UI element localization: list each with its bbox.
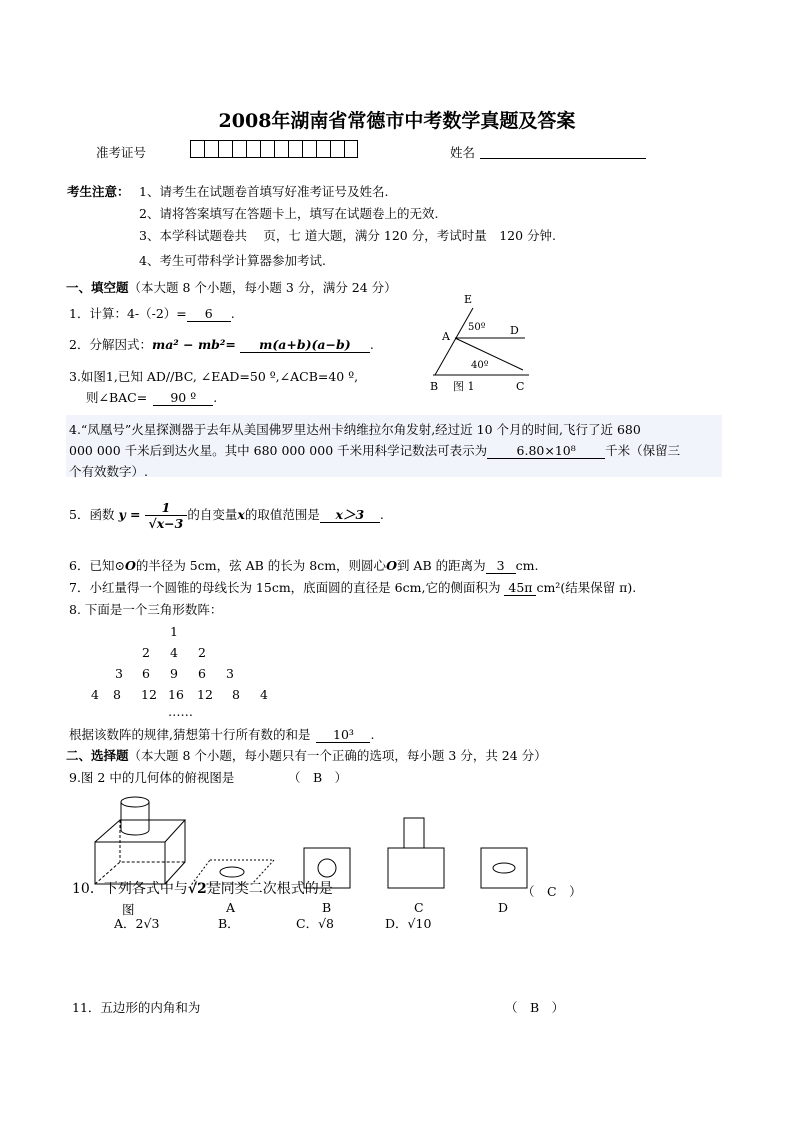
option-c-top-rect xyxy=(404,818,424,848)
q4-part3: 千米（保留三 xyxy=(605,443,681,458)
q6-answer: 3 xyxy=(486,559,516,574)
notice-label: 考生注意： xyxy=(67,184,130,199)
q6-text: 6．已知⊙ xyxy=(69,558,125,573)
notice-item: 4、考生可带科学计算器参加考试. xyxy=(139,253,326,268)
q9-label-b: B xyxy=(322,900,332,915)
q3-line2: 则∠BAC= xyxy=(86,390,148,405)
question-1 xyxy=(69,304,235,322)
question-3-answer-line xyxy=(86,388,217,406)
q10-text: 10．下列各式中与 xyxy=(72,881,188,897)
q1-answer: 6 xyxy=(187,307,231,322)
q9-label-a: A xyxy=(226,900,236,915)
q3-answer: 90 º xyxy=(153,391,213,406)
q7-answer: 45π xyxy=(504,581,536,596)
section-2-heading xyxy=(66,746,547,764)
q9-text: 9.图 2 中的几何体的俯视图是 xyxy=(69,770,235,785)
q4-answer: 6.80×10⁸ xyxy=(487,444,605,459)
q2-expr: ma² − mb²= xyxy=(151,337,236,352)
q6-mid2: 到 AB 的距离为 xyxy=(396,558,486,573)
exam-id-box[interactable] xyxy=(232,140,246,158)
q6-end: cm. xyxy=(515,558,539,573)
exam-id-box[interactable] xyxy=(218,140,232,158)
question-10 xyxy=(72,878,333,898)
section-2-desc: （本大题 8 个小题，每小题只有一个正确的选项，每小题 3 分，共 24 分） xyxy=(128,748,547,763)
q6-o2: O xyxy=(386,558,397,573)
exam-id-box[interactable] xyxy=(204,140,218,158)
q10-option-b: B． xyxy=(218,916,240,931)
triangle-cell: 6 xyxy=(198,666,206,681)
page-title: 2008年湖南省常德市中考数学真题及答案 xyxy=(218,110,576,132)
label-C: C xyxy=(516,380,525,393)
triangle-cell: 4 xyxy=(260,687,268,702)
q2-answer: m(a+b)(a−b) xyxy=(240,338,370,353)
triangle-cell: 3 xyxy=(115,666,123,681)
q10-option-c: C．√8 xyxy=(296,916,334,931)
line-AC xyxy=(455,338,523,370)
exam-id-box[interactable] xyxy=(344,140,358,158)
q1-end: . xyxy=(230,306,235,321)
line-EB xyxy=(435,308,473,375)
cylinder-bottom xyxy=(121,830,149,835)
q5-fraction xyxy=(145,500,188,531)
label-E: E xyxy=(464,293,473,306)
angle-50: 50º xyxy=(468,322,486,333)
option-a-ellipse xyxy=(220,867,244,877)
q10-option-d: D．√10 xyxy=(385,916,432,931)
triangle-cell: 2 xyxy=(142,645,150,660)
section-1-desc: （本大题 8 个小题，每小题 3 分，满分 24 分） xyxy=(128,280,397,295)
exam-id-box[interactable] xyxy=(330,140,344,158)
option-d-square xyxy=(481,848,527,888)
triangle-cell: 8 xyxy=(232,687,240,702)
triangle-cell: 2 xyxy=(198,645,206,660)
figure-1-caption: 图 1 xyxy=(453,380,475,393)
q4-part2: 000 000 千米后到达火星。其中 680 000 000 千米用科学记数法可表示为 xyxy=(69,443,488,458)
label-B: B xyxy=(430,380,439,393)
triangle-cell: 12 xyxy=(197,687,213,702)
q6-mid: 的半径为 5cm，弦 AB 的长为 8cm，则圆心 xyxy=(135,558,387,573)
q5-answer: x＞3 xyxy=(320,508,380,523)
q5-end: . xyxy=(379,507,384,522)
q10-text2: 是同类二次根式的是 xyxy=(206,881,333,897)
triangle-cell: 16 xyxy=(168,687,184,702)
q8-text: 8. 下面是一个三角形数阵： xyxy=(69,602,223,617)
q9-label-d: D xyxy=(498,900,509,915)
option-b-circle xyxy=(318,859,336,877)
exam-id-label: 准考证号 xyxy=(96,145,147,160)
option-d-ellipse xyxy=(493,863,515,873)
notice-item: 2、请将答案填写在答题卡上，填写在试题卷上的无效. xyxy=(139,206,439,221)
question-7 xyxy=(69,578,636,596)
option-c-base-rect xyxy=(388,848,444,888)
exam-id-box[interactable] xyxy=(316,140,330,158)
q9-label-c: C xyxy=(414,900,424,915)
q1-text: 1．计算：4-（-2）= xyxy=(69,306,187,321)
name-field[interactable] xyxy=(480,158,646,159)
triangle-cell: 12 xyxy=(141,687,157,702)
q10-radical: √2 xyxy=(187,881,207,897)
question-2 xyxy=(69,335,374,353)
q7-end: cm²(结果保留 π). xyxy=(536,580,637,595)
exam-id-boxes[interactable] xyxy=(190,140,358,162)
question-4-line2 xyxy=(69,441,680,459)
triangle-cell: 4 xyxy=(170,645,178,660)
q8-answer: 10³ xyxy=(316,728,370,743)
figure-1 xyxy=(425,290,545,394)
exam-id-box[interactable] xyxy=(190,140,204,158)
section-1-title: 一、填空题 xyxy=(66,280,129,295)
name-label: 姓名 xyxy=(450,145,476,160)
q5-den: √x−3 xyxy=(148,516,184,531)
q4-part4: 个有效数字）. xyxy=(69,464,148,479)
q2-text: 2．分解因式： xyxy=(69,337,152,352)
question-5 xyxy=(69,500,384,531)
triangle-dots: …… xyxy=(168,704,193,719)
q9-label-figure: 图 xyxy=(122,902,135,917)
cylinder-top xyxy=(121,797,149,807)
angle-40: 40º xyxy=(471,360,489,371)
q5-mid: 的自变量 xyxy=(187,507,238,522)
exam-id-box[interactable] xyxy=(302,140,316,158)
q11-text: 11．五边形的内角和为 xyxy=(72,1000,201,1015)
figure-2-solid xyxy=(90,792,190,888)
q6-o1: O xyxy=(124,558,136,573)
section-1-heading xyxy=(66,278,397,296)
section-2-title: 二、选择题 xyxy=(66,748,129,763)
exam-id-box[interactable] xyxy=(288,140,302,158)
label-A: A xyxy=(442,330,450,343)
box-top xyxy=(95,820,185,842)
q10-answer: （ C ） xyxy=(522,884,582,899)
q5-y: y = xyxy=(118,507,141,522)
question-8-guess xyxy=(69,725,374,743)
q11-answer: （ B ） xyxy=(505,1000,565,1015)
q4-part1: 4.“凤凰号”火星探测器于去年从美国佛罗里达州卡纳维拉尔角发射,经过近 10 个月的时间,飞行了近 680 xyxy=(69,422,641,437)
q5-var: x xyxy=(237,507,245,522)
q2-end: . xyxy=(369,337,374,352)
notice-item: 1、请考生在试题卷首填写好准考证号及姓名. xyxy=(139,184,389,199)
q3-line1: 3.如图1,已知 AD//BC, ∠EAD=50 º,∠ACB=40 º, xyxy=(69,369,359,384)
triangle-cell: 9 xyxy=(170,666,178,681)
box-side xyxy=(165,820,185,884)
question-6 xyxy=(69,556,538,574)
q5-mid2: 的取值范围是 xyxy=(244,507,320,522)
q8-end: . xyxy=(370,727,375,742)
triangle-cell: 3 xyxy=(226,666,234,681)
triangle-cell: 1 xyxy=(170,624,178,639)
q8-guess: 根据该数阵的规律,猜想第十行所有数的和是 xyxy=(69,727,311,742)
q10-option-a: A．2√3 xyxy=(114,916,160,931)
exam-id-box[interactable] xyxy=(260,140,274,158)
q3-end: . xyxy=(213,390,218,405)
label-D: D xyxy=(510,324,519,337)
q5-num: 1 xyxy=(145,500,188,516)
exam-id-box[interactable] xyxy=(274,140,288,158)
option-c-figure xyxy=(386,816,446,890)
triangle-cell: 4 xyxy=(91,687,99,702)
q7-text: 7．小红量得一个圆锥的母线长为 15cm，底面圆的直径是 6cm,它的侧面积为 xyxy=(69,580,501,595)
triangle-cell: 8 xyxy=(113,687,121,702)
exam-id-box[interactable] xyxy=(246,140,260,158)
triangle-cell: 6 xyxy=(142,666,150,681)
q9-answer: （ B ） xyxy=(288,770,348,785)
notice-item: 3、本学科试题卷共 页，七 道大题，满分 120 分，考试时量 120 分钟. xyxy=(139,228,557,243)
q5-text: 5．函数 xyxy=(69,507,115,522)
